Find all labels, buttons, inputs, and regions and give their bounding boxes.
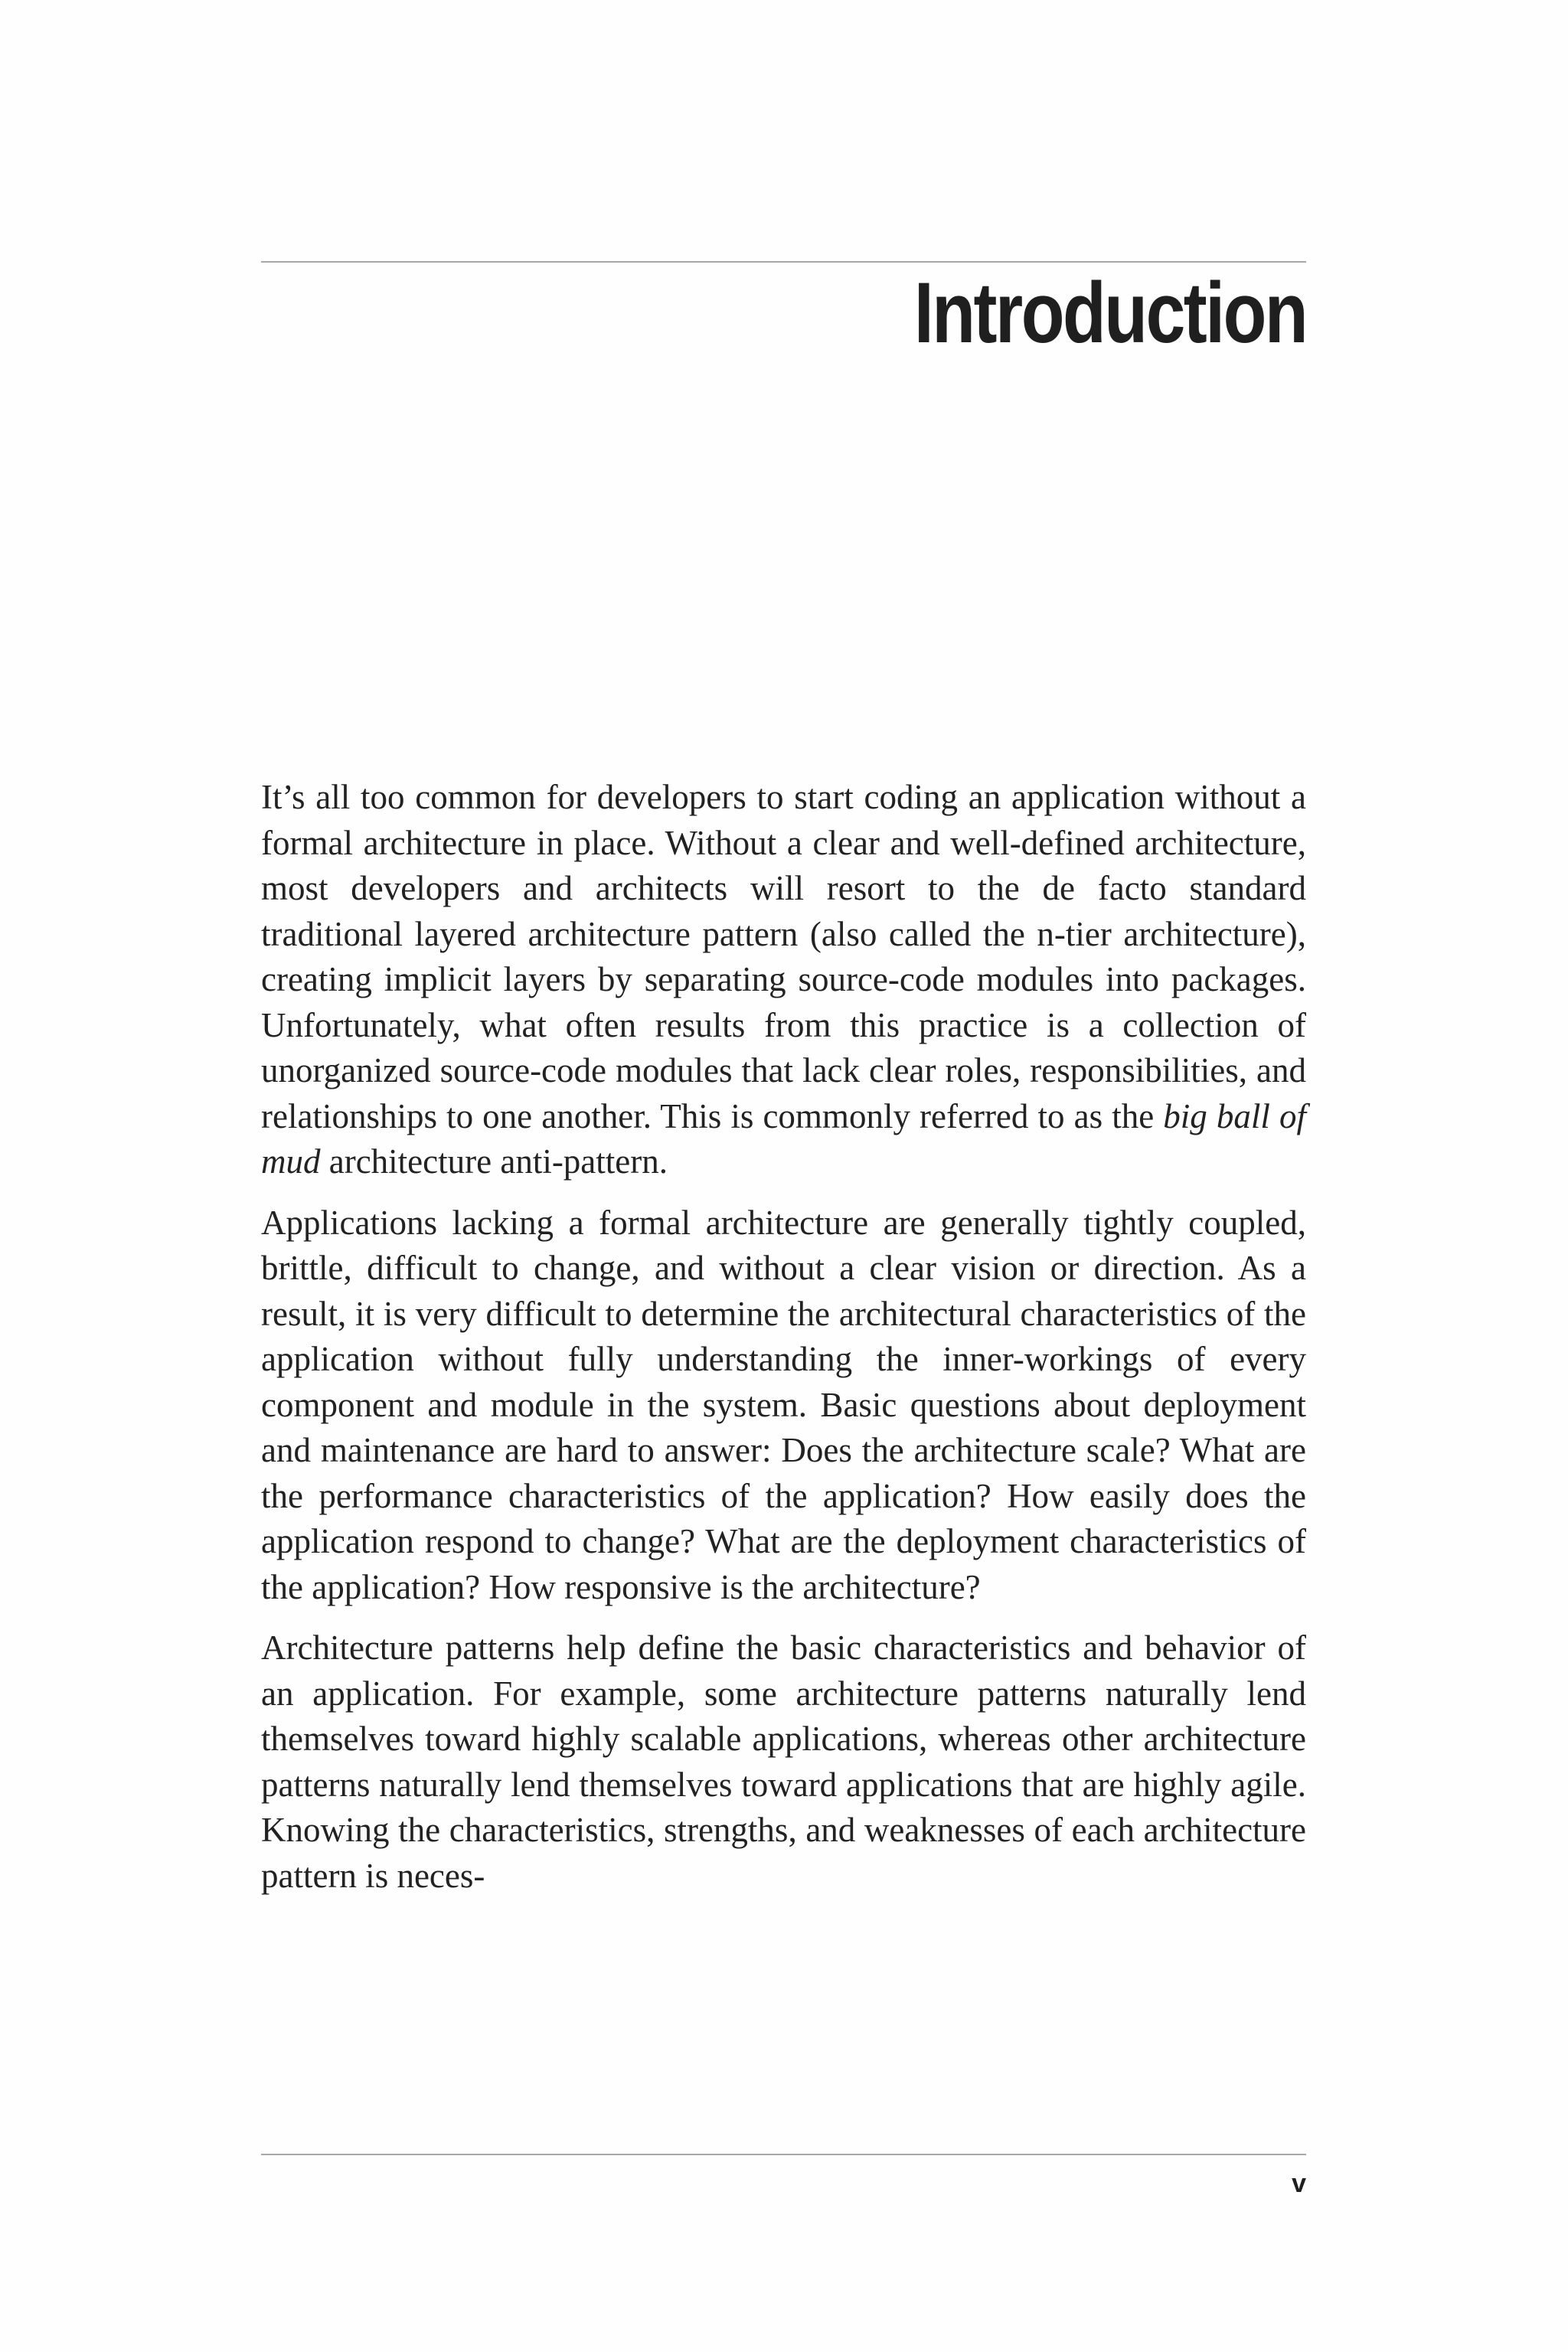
body-text (261, 775, 1306, 1914)
page-number: v (1292, 2169, 1306, 2198)
chapter-title: Introduction (913, 265, 1306, 361)
bottom-rule (261, 2154, 1306, 2155)
paragraph-1-emphasis: big ball of mud (261, 1096, 1306, 1181)
paragraph-1-text-before-emphasis: It’s all too common for developers to start coding an application without a formal architecture in place. Without a clear and well-defined architecture, most developers and architects will resort to the de facto standard traditional layered architecture pattern (also called the n-tier architecture), creating implicit layers by separating source-code modules into packages. Unfortunately, what often results from this practice is a collection of unorganized source-code modules that lack clear roles, responsibilities, and relationships to one another. This is commonly referred to as the (261, 778, 1306, 1135)
paragraph-1-text-after-emphasis: architecture anti-pattern. (320, 1142, 668, 1181)
paragraph-1 (261, 775, 1306, 1185)
paragraph-2: Applications lacking a formal architecture are generally tightly coupled, brittle, difficult to change, and without a clear vision or direction. As a result, it is very difficult to determine the architectural characteristics of the application without fully understanding the inner-workings of every component and module in the system. Basic questions about deployment and maintenance are hard to answer: Does the architecture scale? What are the performance characteristics of the application? How easily does the application respond to change? What are the deployment characteristics of the application? How responsive is the architecture? (261, 1203, 1306, 1606)
paragraph-3: Architecture patterns help define the basic characteristics and behavior of an application. For example, some architecture patterns naturally lend themselves toward highly scalable applications, whereas other architecture patterns naturally lend themselves toward applications that are highly agile. Knowing the characteristics, strengths, and weaknesses of each architecture pattern is neces- (261, 1628, 1306, 1895)
